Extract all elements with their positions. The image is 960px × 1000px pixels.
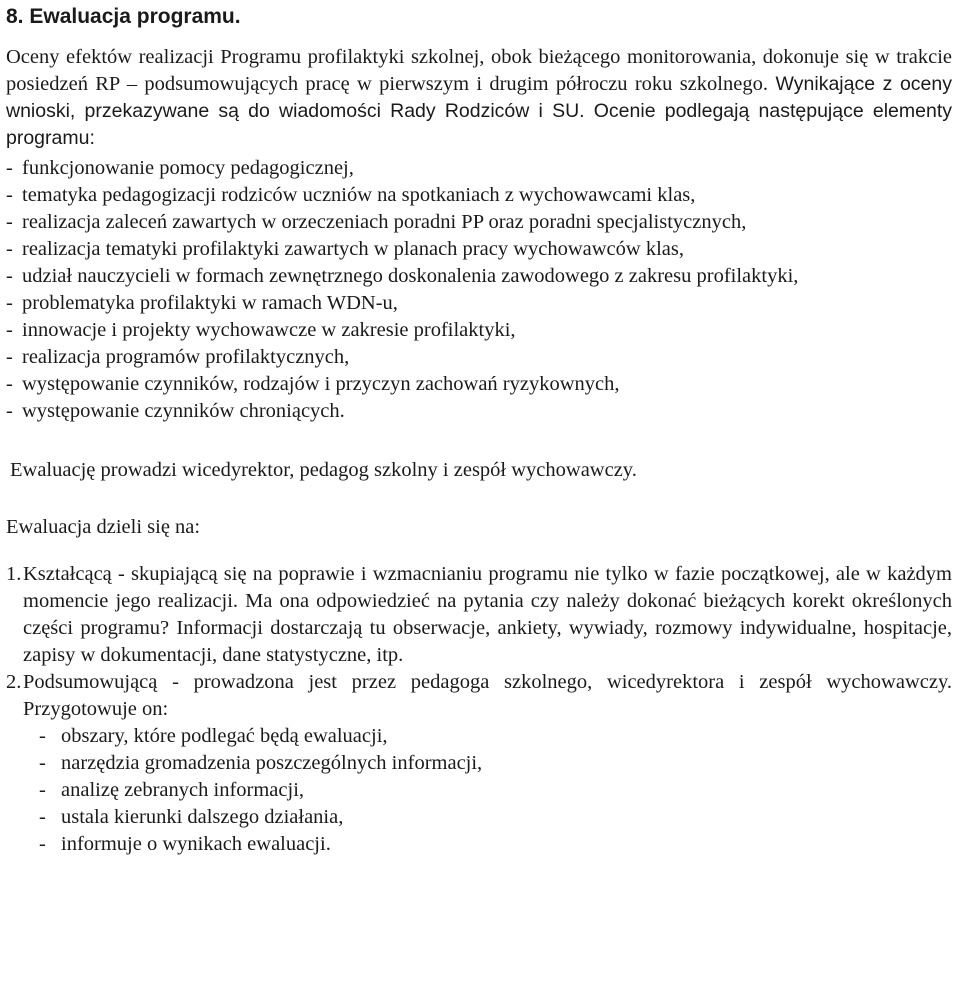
intro-paragraph xyxy=(6,44,952,152)
list-item: - realizacja programów profilaktycznych, xyxy=(6,346,350,368)
list-item: - problematyka profilaktyki w ramach WDN-u, xyxy=(6,292,398,314)
list-item: - tematyka pedagogizacji rodziców uczniów na spotkaniach z wychowawcami klas, xyxy=(6,184,696,206)
section-heading: 8. Ewaluacja programu. xyxy=(6,5,241,28)
list-item: - realizacja tematyki profilaktyki zawartych w planach pracy wychowawców klas, xyxy=(6,238,684,260)
list-item: - narzędzia gromadzenia poszczególnych informacji, xyxy=(39,752,483,774)
list-item: - informuje o wynikach ewaluacji. xyxy=(39,833,331,855)
evaluation-type-text: Podsumowującą - prowadzona jest przez pedagoga szkolnego, wicedyrektora i zespół wychowawczy. Przygotowuje on: xyxy=(23,671,952,720)
list-item: - ustala kierunki dalszego działania, xyxy=(39,806,344,828)
intro-sentence-1: Oceny efektów realizacji Programu profilaktyki szkolnej, obok bieżącego monitorowania, dokonuje się w trakcie posiedzeń RP – podsumowujących pracę w pierwszym i drugim półroczu roku szkolnego. xyxy=(6,46,952,95)
evaluation-split-intro: Ewaluacja dzieli się na: xyxy=(6,516,201,538)
list-item: - udział nauczycieli w formach zewnętrznego doskonalenia zawodowego z zakresu profilaktyki, xyxy=(6,265,799,287)
intro-sentence-2: Wynikające z oceny wnioski, przekazywane są do wiadomości Rady Rodziców i SU. xyxy=(6,73,952,122)
list-item: - obszary, które podlegać będą ewaluacji, xyxy=(39,725,388,747)
evaluation-responsibility-paragraph: Ewaluację prowadzi wicedyrektor, pedagog szkolny i zespół wychowawczy. xyxy=(10,459,637,481)
list-item: - funkcjonowanie pomocy pedagogicznej, xyxy=(6,157,354,179)
evaluation-type-formative xyxy=(6,561,952,669)
summative-tasks-list xyxy=(23,723,952,858)
list-number: 2. xyxy=(6,671,22,693)
evaluation-types-list xyxy=(6,561,952,858)
evaluated-elements-list xyxy=(6,155,952,425)
list-item: - występowanie czynników, rodzajów i przyczyn zachowań ryzykownych, xyxy=(6,373,620,395)
list-item: - analizę zebranych informacji, xyxy=(39,779,305,801)
list-number: 1. xyxy=(6,563,22,585)
list-item: - występowanie czynników chroniących. xyxy=(6,400,345,422)
list-item: - realizacja zaleceń zawartych w orzeczeniach poradni PP oraz poradni specjalistycznych, xyxy=(6,211,747,233)
intro-sentence-3: Ocenie podlegają następujące elementy programu: xyxy=(6,100,952,149)
list-item: - innowacje i projekty wychowawcze w zakresie profilaktyki, xyxy=(6,319,516,341)
evaluation-type-summative xyxy=(6,669,952,858)
evaluation-type-text: Kształcącą - skupiającą się na poprawie i wzmacnianiu programu nie tylko w fazie początkowej, ale w każdym momencie jego realizacji. Ma ona odpowiedzieć na pytania czy należy dokonać bieżących korekt określonych części programu? Informacji dostarczają tu obserwacje, ankiety, wywiady, rozmowy indywidualne, hospitacje, zapisy w dokumentacji, dane statystyczne, itp. xyxy=(23,563,952,666)
